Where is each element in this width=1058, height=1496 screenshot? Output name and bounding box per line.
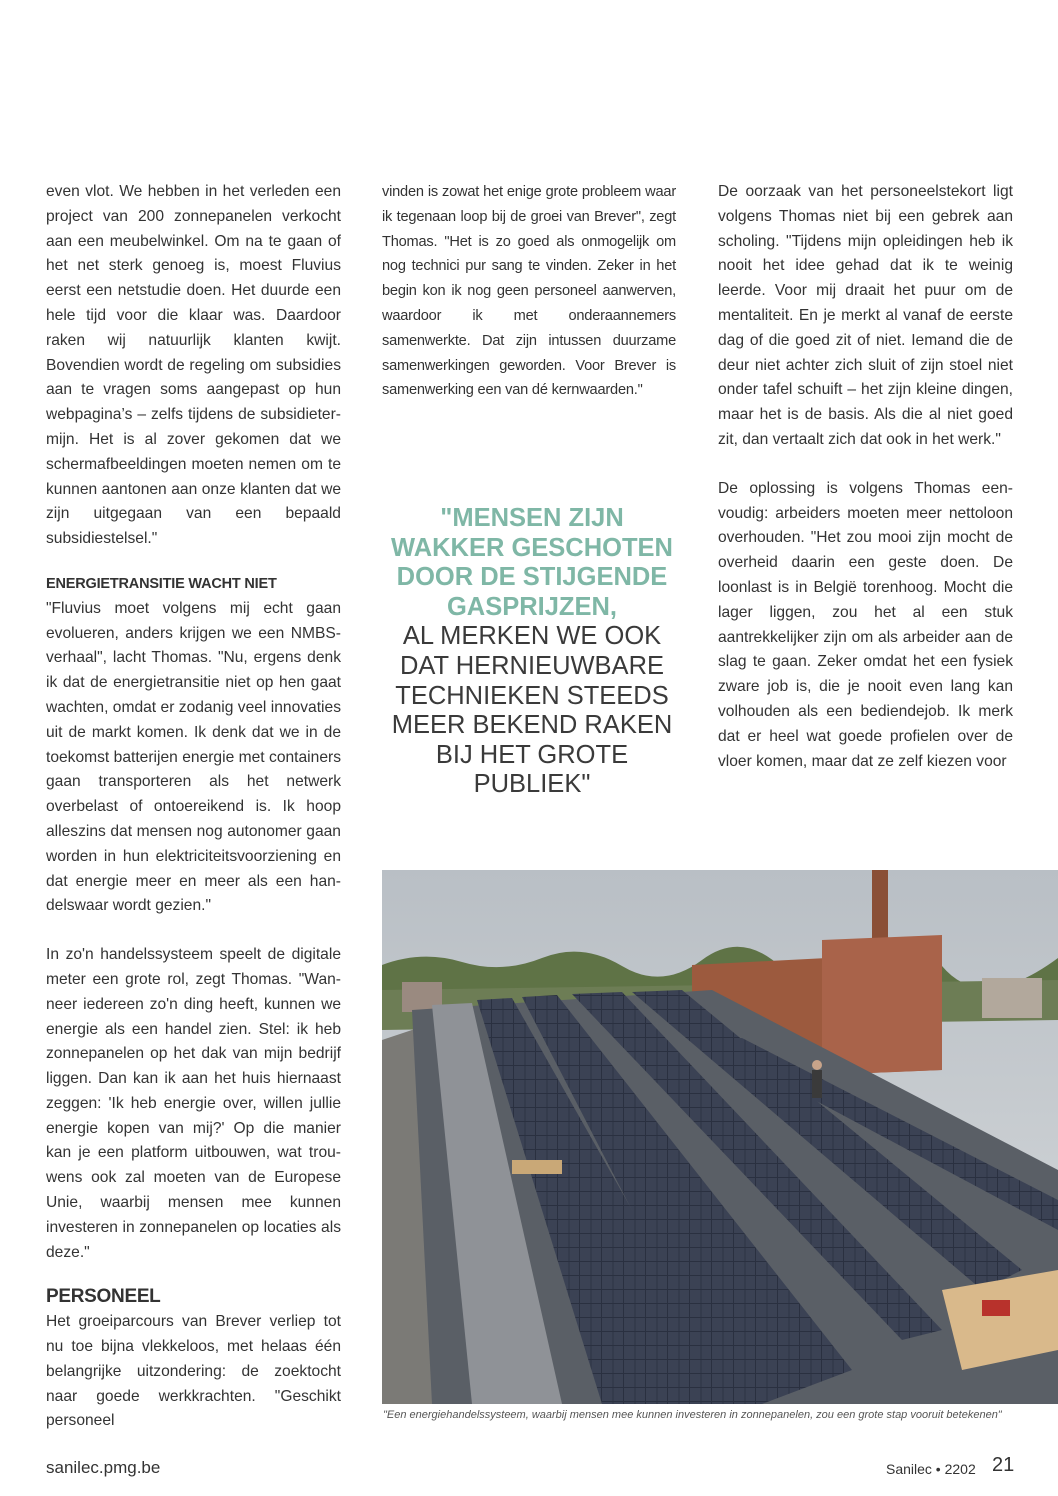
paragraph: De oplossing is volgens Thomas eenvoudig: arbeiders moeten meer nettoloon overhouden. "Het zou mooi zijn mocht de overheid daarin een geste doen. De loonlast is in België torenhoog. Mocht die lager liggen, zou het al een stuk aantrekkelijker zijn om als arbeider aan de slag te gaan. Zeker omdat het een fysiek zware job is, die je nooit even lang kan volhouden als een bediendejob. Ik merk dat er heel wat goede profielen over de vloer komen, maar dat ze zelf kiezen voor bbox=[718, 479, 1013, 770]
paragraph: In zo'n handelssysteem speelt de digitale meter een grote rol, zegt Thomas. "Wanneer iedereen zo'n ding heeft, kunnen we energie als een handel zien. Stel: ik heb zonnepanelen op het dak van mijn bedrijf liggen. Dan kan ik aan het huis hiernaast zeggen: 'Ik heb energie over, willen jullie energie kopen van mij?' Op die manier kan je een platform uitbouwen, wat trouwens ook zal moeten van de Europese Unie, waarbij mensen mee kunnen investeren in zonnepanelen op locaties als deze." bbox=[46, 946, 341, 1261]
rooftop-solar-photo bbox=[382, 870, 1058, 1404]
section-heading-personeel: PERSONEEL bbox=[46, 1286, 161, 1308]
article-column-2 bbox=[382, 180, 676, 403]
paragraph: De oorzaak van het personeelstekort ligt volgens Thomas niet bij een gebrek aan scholing. "Tijdens mijn opleidingen heb ik nooit het idee gehad dat ik te weinig leerde. Voor mij draait het puur om de mentaliteit. En je merkt al vanaf de eerste dag of die goed zit of niet. Iemand die de deur niet achter zich sluit of zijn stoel niet onder tafel schuift – het zijn kleine dingen, maar het is de basis. Als die al niet goed zit, dan vertaalt zich dat ook in het werk." bbox=[718, 183, 1013, 448]
paragraph: vinden is zowat het enige grote probleem waar ik tegenaan loop bij de groei van Brever", zegt Thomas. "Het is zo goed als onmogelijk om nog technici pur sang te vinden. Zeker in het begin kon ik nog geen personeel aanwerven, waardoor ik met onderaannemers samenwerkte. Dat zijn intussen duurzame samenwerkingen geworden. Voor Brever is samenwerking een van dé kernwaarden." bbox=[382, 184, 676, 399]
page-number: 21 bbox=[992, 1454, 1015, 1476]
paragraph: Het groeiparcours van Brever verliep tot nu toe bijna vlekkeloos, met helaas één belangrijke uitzondering: de zoektocht naar goede werkkrachten. "Geschikt personeel bbox=[46, 1313, 341, 1430]
pull-quote bbox=[382, 504, 682, 800]
paragraph: even vlot. We hebben in het verleden een project van 200 zonnepanelen verkocht aan een meubelwinkel. Om na te gaan of het net sterk genoeg is, moest Fluvius eerst een netstudie doen. Het duurde een hele tijd voor die klaar was. Daardoor raken wij natuurlijk klanten kwijt. Bovendien wordt de regeling om subsidies aan te vragen soms aangepast op hun webpagina’s – zelfs tijdens de subsidietermijn. Het is al zover gekomen dat we schermafbeeldingen moeten nemen om te kunnen aantonen aan onze klanten dat we zijn uitgegaan van een bepaald subsidiestelsel." bbox=[46, 183, 341, 548]
solar-roof-illustration bbox=[382, 870, 1058, 1404]
paragraph: "Fluvius moet volgens mij echt gaan evolueren, anders krijgen we een NMBS-verhaal", lacht Thomas. "Nu, ergens denk ik dat de energietransitie niet op hen gaat wachten, omdat er zodanig veel innovaties uit de markt komen. Ik denk dat we in de toekomst batterijen energie met containers gaan transporteren als het netwerk overbelast of ontoereikend is. Ik hoop alleszins dat mensen nog autonomer gaan worden in hun elektriciteitsvoorziening en dat energie meer en meer als een handelswaar wordt gezien." bbox=[46, 599, 341, 915]
photo-caption: "Een energiehandelssysteem, waarbij mensen mee kunnen investeren in zonnepanelen, zou een grote stap vooruit betekenen" bbox=[383, 1409, 1002, 1421]
footer-website: sanilec.pmg.be bbox=[46, 1458, 161, 1477]
subheading-energietransitie: ENERGIETRANSITIE WACHT NIET bbox=[46, 575, 277, 592]
pull-quote-highlight: "MENSEN ZIJN WAKKER GESCHOTEN DOOR DE STIJGENDE GASPRIJZEN, bbox=[391, 504, 673, 621]
article-column-3 bbox=[718, 180, 1013, 774]
article-column-1 bbox=[46, 180, 341, 1434]
pull-quote-rest: AL MERKEN WE OOK DAT HERNIEUWBARE TECHNIEKEN STEEDS MEER BEKEND RAKEN BIJ HET GROTE PUBLIEK" bbox=[391, 622, 673, 799]
footer-magazine-issue: Sanilec • 2202 bbox=[886, 1461, 976, 1477]
